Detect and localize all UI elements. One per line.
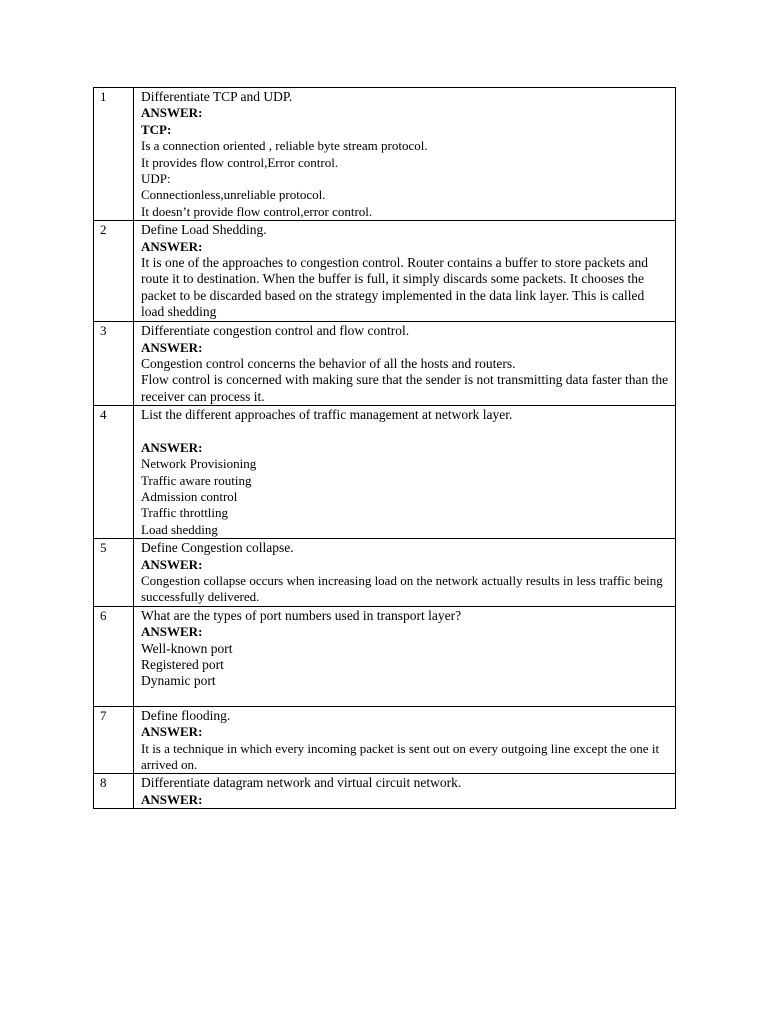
answer-label: ANSWER: bbox=[141, 238, 203, 254]
row-content bbox=[134, 88, 676, 221]
qa-table bbox=[93, 87, 676, 809]
answer-line: Load shedding bbox=[141, 521, 218, 537]
answer-line: Traffic aware routing bbox=[141, 472, 252, 488]
answer-line: Congestion control concerns the behavior of all the hosts and routers. bbox=[141, 356, 516, 372]
answer-text: It is one of the approaches to congestion control. Router contains a buffer to store packets and route it to destination. When the buffer is full, it simply discards some packets. It chooses the packet to be discarded based on the strategy implemented in the data link layer. This is called load shedding bbox=[141, 255, 648, 320]
row-number: 5 bbox=[94, 539, 134, 607]
row-content bbox=[134, 322, 676, 406]
answer-label: ANSWER: bbox=[141, 624, 203, 640]
row-number: 4 bbox=[94, 406, 134, 539]
row-content bbox=[134, 606, 676, 706]
answer-line: Connectionless,unreliable protocol. bbox=[141, 187, 326, 203]
table-row bbox=[94, 221, 676, 322]
table-row bbox=[94, 539, 676, 607]
answer-line: Admission control bbox=[141, 488, 238, 504]
question-text: List the different approaches of traffic management at network layer. bbox=[141, 407, 513, 423]
row-number: 7 bbox=[94, 706, 134, 774]
answer-line: Network Provisioning bbox=[141, 456, 257, 472]
answer-label: ANSWER: bbox=[141, 439, 203, 455]
table-row bbox=[94, 706, 676, 774]
question-text: Define flooding. bbox=[141, 707, 231, 723]
question-text: Differentiate datagram network and virtual circuit network. bbox=[141, 775, 462, 791]
answer-text: Congestion collapse occurs when increasing load on the network actually results in less traffic being successfully delivered. bbox=[141, 572, 663, 605]
row-number: 8 bbox=[94, 774, 134, 809]
answer-line: Registered port bbox=[141, 656, 224, 672]
answer-text: It is a technique in which every incoming packet is sent out on every outgoing line except the one it arrived on. bbox=[141, 740, 660, 772]
udp-label: UDP: bbox=[141, 171, 171, 187]
answer-line: It provides flow control,Error control. bbox=[141, 154, 339, 170]
answer-line: Dynamic port bbox=[141, 673, 216, 689]
question-text: Differentiate congestion control and flow control. bbox=[141, 323, 410, 339]
answer-label: ANSWER: bbox=[141, 105, 203, 121]
table-row bbox=[94, 606, 676, 706]
row-number: 1 bbox=[94, 88, 134, 221]
tcp-label: TCP: bbox=[141, 121, 172, 137]
question-text: Define Congestion collapse. bbox=[141, 540, 294, 556]
answer-line: It doesn’t provide flow control,error control. bbox=[141, 203, 373, 219]
question-text: Define Load Shedding. bbox=[141, 222, 267, 238]
table-row bbox=[94, 88, 676, 221]
question-text: Differentiate TCP and UDP. bbox=[141, 89, 293, 104]
row-content bbox=[134, 706, 676, 774]
answer-label: ANSWER: bbox=[141, 339, 203, 355]
answer-line: Flow control is concerned with making sure that the sender is not transmitting data faster than the receiver can process it. bbox=[141, 372, 669, 404]
table-row bbox=[94, 774, 676, 809]
answer-label: ANSWER: bbox=[141, 556, 203, 572]
row-number: 6 bbox=[94, 606, 134, 706]
row-content bbox=[134, 221, 676, 322]
answer-line: Traffic throttling bbox=[141, 505, 229, 521]
row-number: 3 bbox=[94, 322, 134, 406]
row-number: 2 bbox=[94, 221, 134, 322]
spacer bbox=[141, 424, 669, 440]
table-row bbox=[94, 406, 676, 539]
question-text: What are the types of port numbers used in transport layer? bbox=[141, 607, 462, 623]
answer-label: ANSWER: bbox=[141, 724, 203, 740]
answer-line: Is a connection oriented , reliable byte stream protocol. bbox=[141, 138, 428, 154]
answer-label: ANSWER: bbox=[141, 791, 203, 807]
table-row bbox=[94, 322, 676, 406]
answer-line: Well-known port bbox=[141, 640, 233, 656]
row-content bbox=[134, 406, 676, 539]
row-content bbox=[134, 774, 676, 809]
row-content bbox=[134, 539, 676, 607]
